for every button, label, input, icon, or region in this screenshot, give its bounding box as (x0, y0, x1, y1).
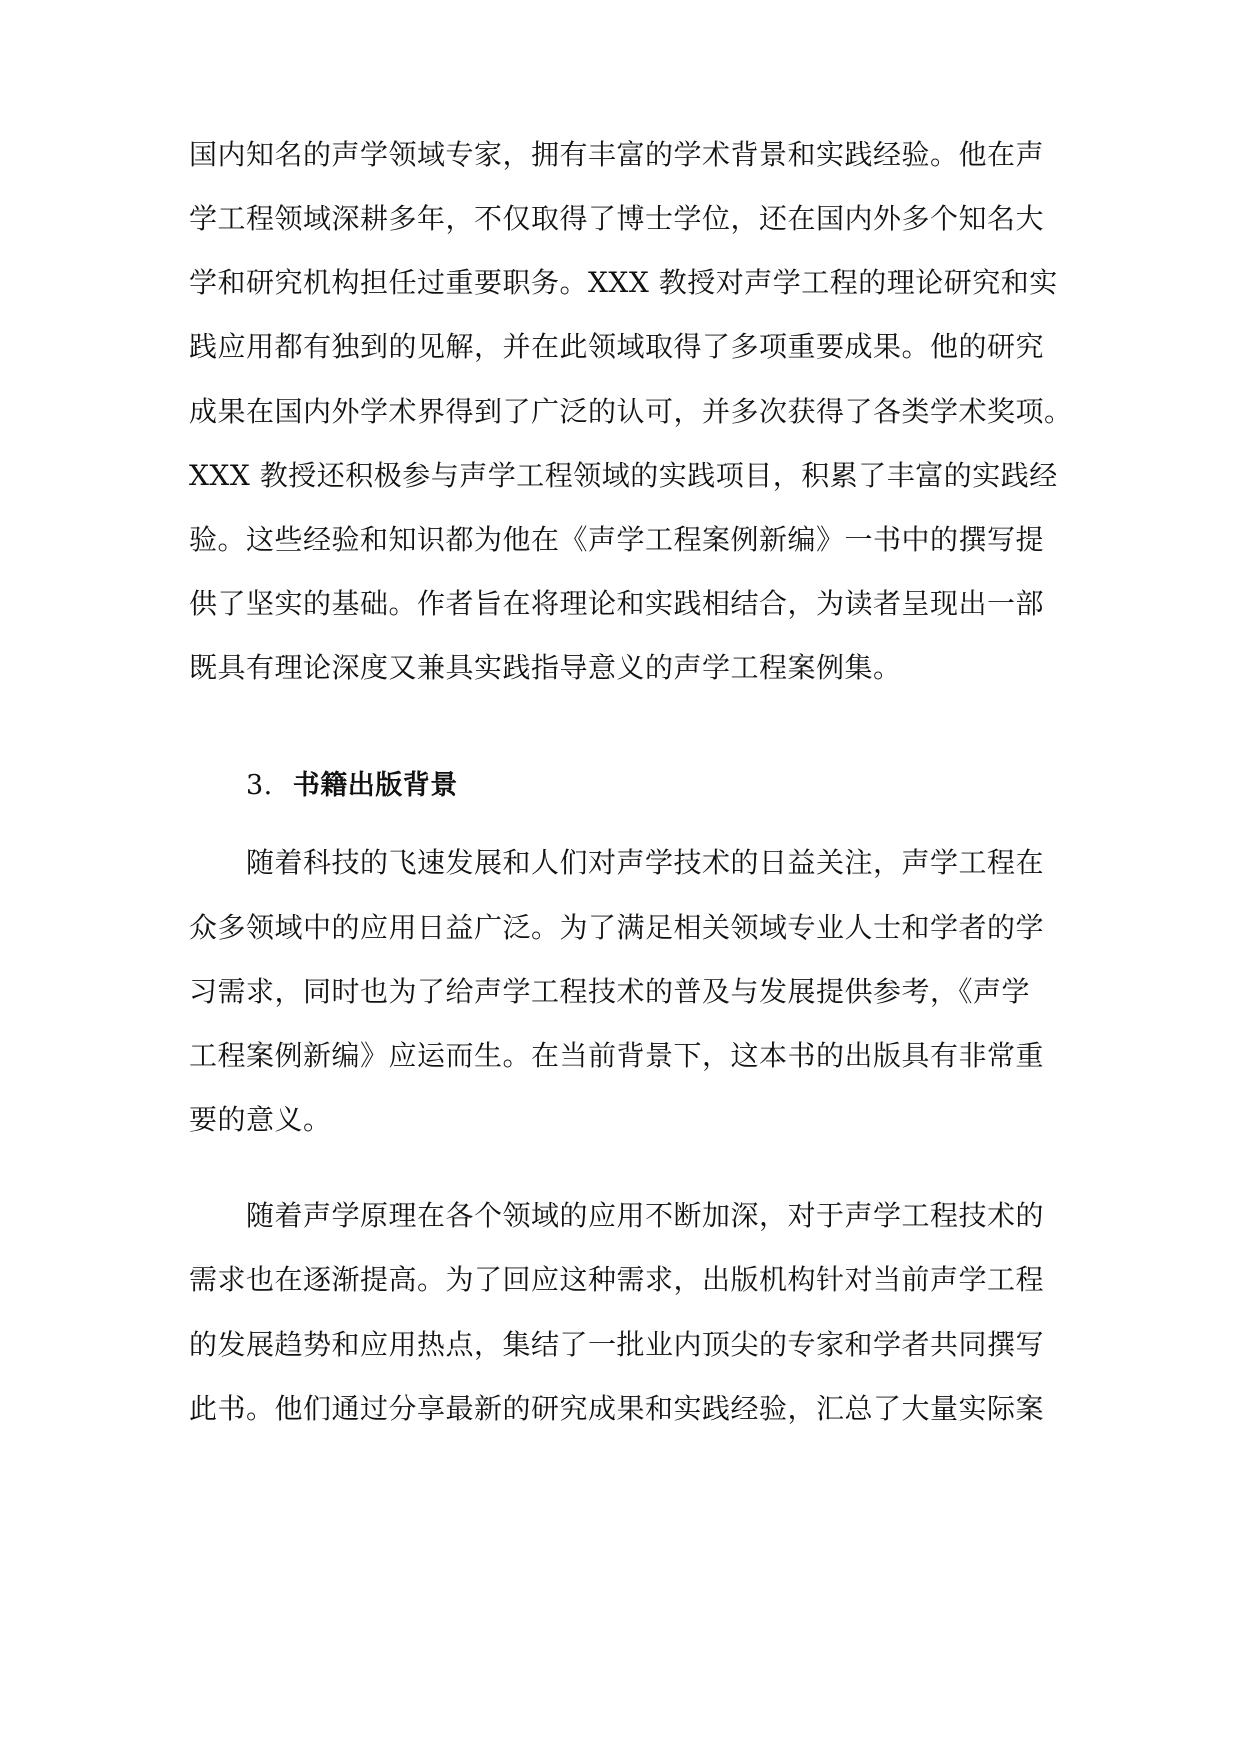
text-line: 众多领域中的应用日益广泛。为了满足相关领域专业人士和学者的学 (189, 911, 1045, 944)
text-line: 随着科技的飞速发展和人们对声学技术的日益关注，声学工程在 (246, 846, 1045, 879)
text-line: 工程案例新编》应运而生。在当前背景下，这本书的出版具有非常重 (189, 1039, 1045, 1072)
text-line: 需求也在逐渐提高。为了回应这种需求，出版机构针对当前声学工程 (189, 1263, 1045, 1296)
section-title: 书籍出版背景 (292, 770, 458, 801)
text-line: 要的意义。 (189, 1103, 332, 1136)
text-line: XXX 教授还积极参与声学工程领域的实践项目，积累了丰富的实践经 (189, 459, 1058, 492)
text-line: 供了坚实的基础。作者旨在将理论和实践相结合，为读者呈现出一部 (189, 587, 1045, 620)
section-number: 3. (246, 770, 273, 801)
text-line: 验。这些经验和知识都为他在《声学工程案例新编》一书中的撰写提 (189, 523, 1045, 556)
text-line: 国内知名的声学领域专家，拥有丰富的学术背景和实践经验。他在声 (189, 138, 1045, 171)
text-line: 此书。他们通过分享最新的研究成果和实践经验，汇总了大量实际案 (189, 1392, 1045, 1425)
section-heading (246, 766, 458, 806)
text-line: 学和研究机构担任过重要职务。XXX 教授对声学工程的理论研究和实 (189, 266, 1058, 299)
text-line: 既具有理论深度又兼具实践指导意义的声学工程案例集。 (189, 651, 902, 684)
text-line: 的发展趋势和应用热点，集结了一批业内顶尖的专家和学者共同撰写 (189, 1328, 1045, 1361)
text-line: 成果在国内外学术界得到了广泛的认可，并多次获得了各类学术奖项。 (189, 395, 1073, 428)
text-line: 随着声学原理在各个领域的应用不断加深，对于声学工程技术的 (246, 1199, 1045, 1232)
text-line: 践应用都有独到的见解，并在此领域取得了多项重要成果。他的研究 (189, 330, 1045, 363)
text-line: 习需求，同时也为了给声学工程技术的普及与发展提供参考，《声学 (189, 975, 1031, 1008)
text-line: 学工程领域深耕多年，不仅取得了博士学位，还在国内外多个知名大 (189, 202, 1045, 235)
